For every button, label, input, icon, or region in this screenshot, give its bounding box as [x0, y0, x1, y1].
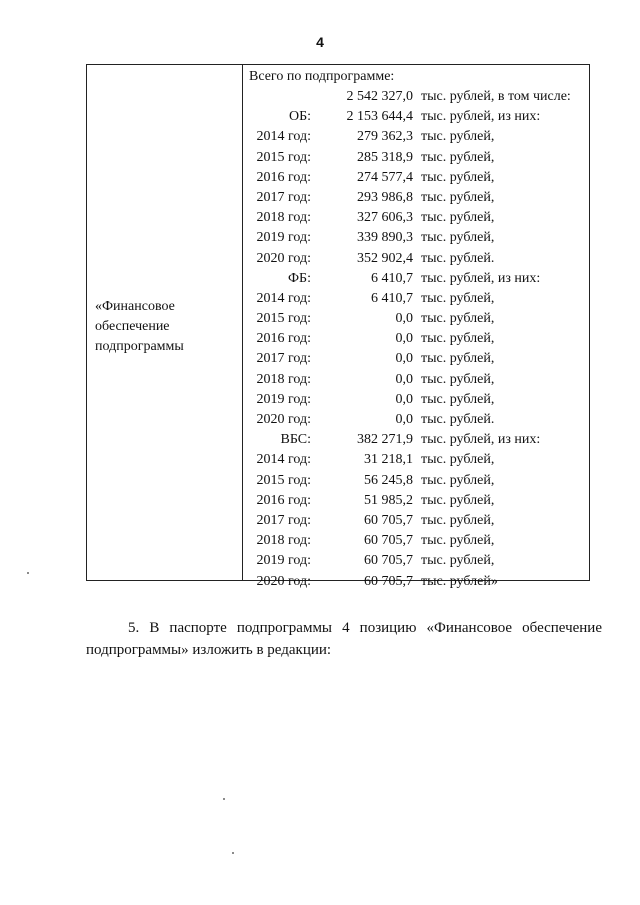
row-amount: 51 985,2 — [364, 492, 413, 508]
financing-row — [249, 370, 589, 390]
financing-row — [249, 410, 589, 430]
row-label: 2019 год: — [256, 553, 311, 569]
row-unit: тыс. рублей, — [421, 371, 495, 387]
financing-row — [249, 127, 589, 147]
row-amount: 293 986,8 — [357, 189, 413, 205]
page-number: 4 — [316, 34, 324, 50]
position-title-cell — [95, 297, 235, 357]
row-unit: тыс. рублей, — [421, 189, 495, 205]
row-label: 2016 год: — [256, 492, 311, 508]
financing-row — [249, 430, 589, 450]
row-label: 2020 год: — [256, 573, 311, 589]
scan-speck — [27, 572, 29, 574]
row-unit: тыс. рублей. — [421, 250, 495, 266]
row-label: 2017 год: — [256, 351, 311, 367]
row-unit: тыс. рублей» — [421, 573, 498, 589]
row-unit: тыс. рублей, — [421, 553, 495, 569]
financing-row — [249, 572, 589, 592]
row-unit: тыс. рублей, — [421, 533, 495, 549]
financing-row — [249, 491, 589, 511]
row-unit: тыс. рублей, — [421, 492, 495, 508]
row-label: 2015 год: — [256, 149, 311, 165]
row-unit: тыс. рублей, — [421, 210, 495, 226]
financing-rows — [249, 87, 589, 592]
row-unit: тыс. рублей, — [421, 512, 495, 528]
row-amount: 327 606,3 — [357, 210, 413, 226]
row-unit: тыс. рублей, — [421, 169, 495, 185]
financing-row — [249, 531, 589, 551]
financing-row — [249, 208, 589, 228]
row-label: 2019 год: — [256, 230, 311, 246]
financing-row — [249, 289, 589, 309]
position-title-line: обеспечение — [95, 319, 170, 334]
row-amount: 60 705,7 — [364, 573, 413, 589]
scan-speck — [223, 798, 225, 800]
paragraph-line: подпрограммы» изложить в редакции: — [86, 642, 332, 658]
financing-row — [249, 269, 589, 289]
row-unit: тыс. рублей, — [421, 311, 495, 327]
row-amount: 6 410,7 — [371, 270, 413, 286]
financing-row — [249, 228, 589, 248]
row-amount: 0,0 — [395, 331, 413, 347]
financing-row — [249, 309, 589, 329]
row-unit: тыс. рублей. — [421, 412, 495, 427]
total-header: Всего по подпрограмме: — [249, 69, 395, 84]
row-unit: тыс. рублей, — [421, 391, 495, 407]
row-amount: 6 410,7 — [371, 290, 413, 306]
row-unit: тыс. рублей, — [421, 129, 495, 145]
row-amount: 60 705,7 — [364, 512, 413, 528]
row-label: ОБ: — [288, 109, 311, 125]
paragraph-line: 5. В паспорте подпрограммы 4 позицию «Финансовое обеспечение — [128, 620, 602, 636]
row-label: 2015 год: — [256, 311, 311, 327]
row-unit: тыс. рублей, из них: — [421, 109, 541, 125]
row-label: 2014 год: — [256, 290, 311, 306]
row-label: 2014 год: — [256, 452, 311, 468]
row-label: ФБ: — [288, 270, 311, 286]
financing-row — [249, 551, 589, 571]
financing-row — [249, 511, 589, 531]
table-divider — [242, 65, 243, 580]
row-amount: 2 153 644,4 — [346, 109, 413, 125]
row-amount: 31 218,1 — [364, 452, 413, 468]
row-label: 2015 год: — [256, 472, 311, 488]
row-amount: 285 318,9 — [357, 149, 413, 165]
financing-row — [249, 107, 589, 127]
row-amount: 352 902,4 — [357, 250, 413, 266]
row-amount: 60 705,7 — [364, 533, 413, 549]
row-label: ВБС: — [280, 432, 311, 448]
instruction-paragraph — [86, 617, 602, 661]
position-title-line: «Финансовое — [95, 299, 175, 314]
financing-row — [249, 148, 589, 168]
financing-row — [249, 390, 589, 410]
row-amount: 2 542 327,0 — [346, 89, 413, 104]
row-amount: 56 245,8 — [364, 472, 413, 488]
row-amount: 279 362,3 — [357, 129, 413, 145]
financing-row — [249, 168, 589, 188]
row-label: 2019 год: — [256, 391, 311, 407]
row-label: 2014 год: — [256, 129, 311, 145]
row-unit: тыс. рублей, из них: — [421, 270, 541, 286]
financing-row — [249, 87, 589, 107]
financing-row — [249, 249, 589, 269]
row-unit: тыс. рублей, — [421, 331, 495, 347]
row-amount: 60 705,7 — [364, 553, 413, 569]
row-unit: тыс. рублей, — [421, 230, 495, 246]
row-label: 2020 год: — [256, 250, 311, 266]
row-amount: 0,0 — [395, 412, 413, 427]
row-amount: 0,0 — [395, 311, 413, 327]
row-label: 2020 год: — [256, 412, 311, 427]
row-label: 2016 год: — [256, 331, 311, 347]
financing-row — [249, 188, 589, 208]
row-unit: тыс. рублей, в том числе: — [421, 89, 571, 104]
row-unit: тыс. рублей, из них: — [421, 432, 541, 448]
row-label: 2018 год: — [256, 210, 311, 226]
position-title-line: подпрограммы — [95, 339, 184, 354]
row-label: 2017 год: — [256, 189, 311, 205]
financing-table — [86, 64, 590, 589]
financing-details-cell — [249, 68, 589, 592]
financing-row — [249, 471, 589, 491]
financing-row — [249, 329, 589, 349]
row-amount: 274 577,4 — [357, 169, 413, 185]
row-amount: 0,0 — [395, 391, 413, 407]
row-amount: 339 890,3 — [357, 230, 413, 246]
row-amount: 0,0 — [395, 371, 413, 387]
row-amount: 0,0 — [395, 351, 413, 367]
row-unit: тыс. рублей, — [421, 452, 495, 468]
scan-speck — [232, 852, 234, 854]
row-unit: тыс. рублей, — [421, 351, 495, 367]
row-amount: 382 271,9 — [357, 432, 413, 448]
row-label: 2018 год: — [256, 533, 311, 549]
row-label: 2016 год: — [256, 169, 311, 185]
row-unit: тыс. рублей, — [421, 290, 495, 306]
row-label: 2017 год: — [256, 512, 311, 528]
row-label: 2018 год: — [256, 371, 311, 387]
financing-row — [249, 450, 589, 470]
financing-row — [249, 349, 589, 369]
row-unit: тыс. рублей, — [421, 472, 495, 488]
row-unit: тыс. рублей, — [421, 149, 495, 165]
